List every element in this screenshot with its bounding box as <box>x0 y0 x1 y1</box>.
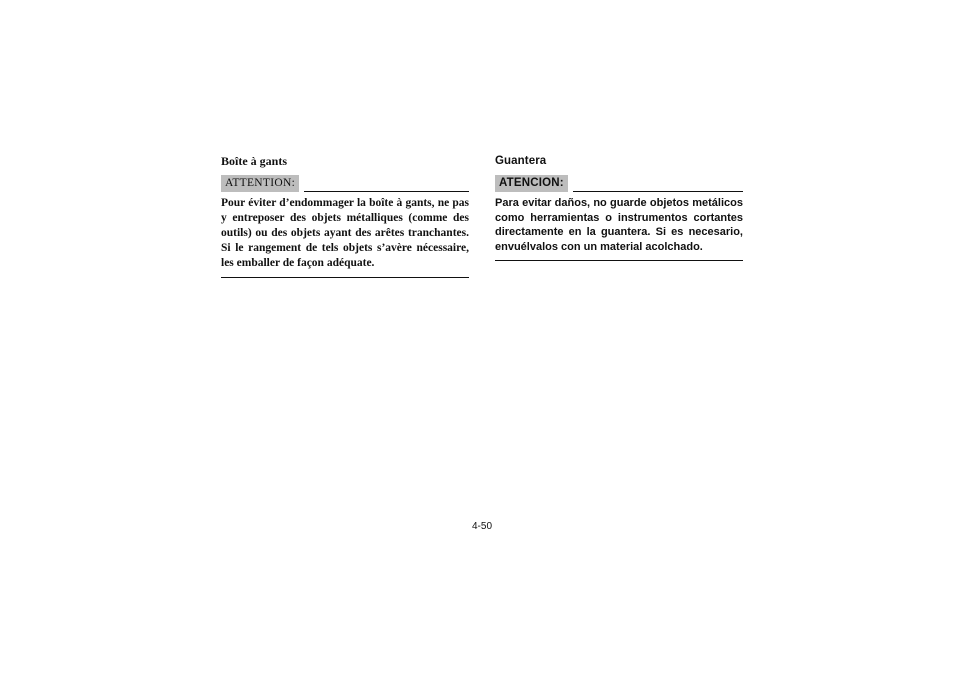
french-caution-rule <box>304 191 469 192</box>
french-caution-text: Pour éviter d’endommager la boîte à gants, ne pas y entreposer des objets métalliques (comme des outils) ou des objets ayant des arêtes tranchantes. Si le rangement de tels objets s’avère nécessaire, les emballer de façon adéquate. <box>221 197 469 269</box>
french-section <box>221 153 469 278</box>
spanish-caution-badge: ATENCION: <box>495 175 568 192</box>
spanish-caution-rule <box>573 191 743 192</box>
french-caution-badge: ATTENTION: <box>221 175 299 192</box>
french-caution-header <box>221 174 469 192</box>
spanish-heading: Guantera <box>495 155 547 167</box>
spanish-caution-text: Para evitar daños, no guarde objetos metálicos como herramientas o instrumentos cortantes directamente en la guantera. Si es necesario, envuélvalos con un material acolchado. <box>495 197 743 253</box>
french-heading: Boîte à gants <box>221 154 287 168</box>
spanish-caution-header <box>495 174 743 192</box>
spanish-end-rule <box>495 260 743 261</box>
spanish-section <box>495 153 743 261</box>
page-number: 4-50 <box>472 521 493 532</box>
french-end-rule <box>221 277 469 278</box>
